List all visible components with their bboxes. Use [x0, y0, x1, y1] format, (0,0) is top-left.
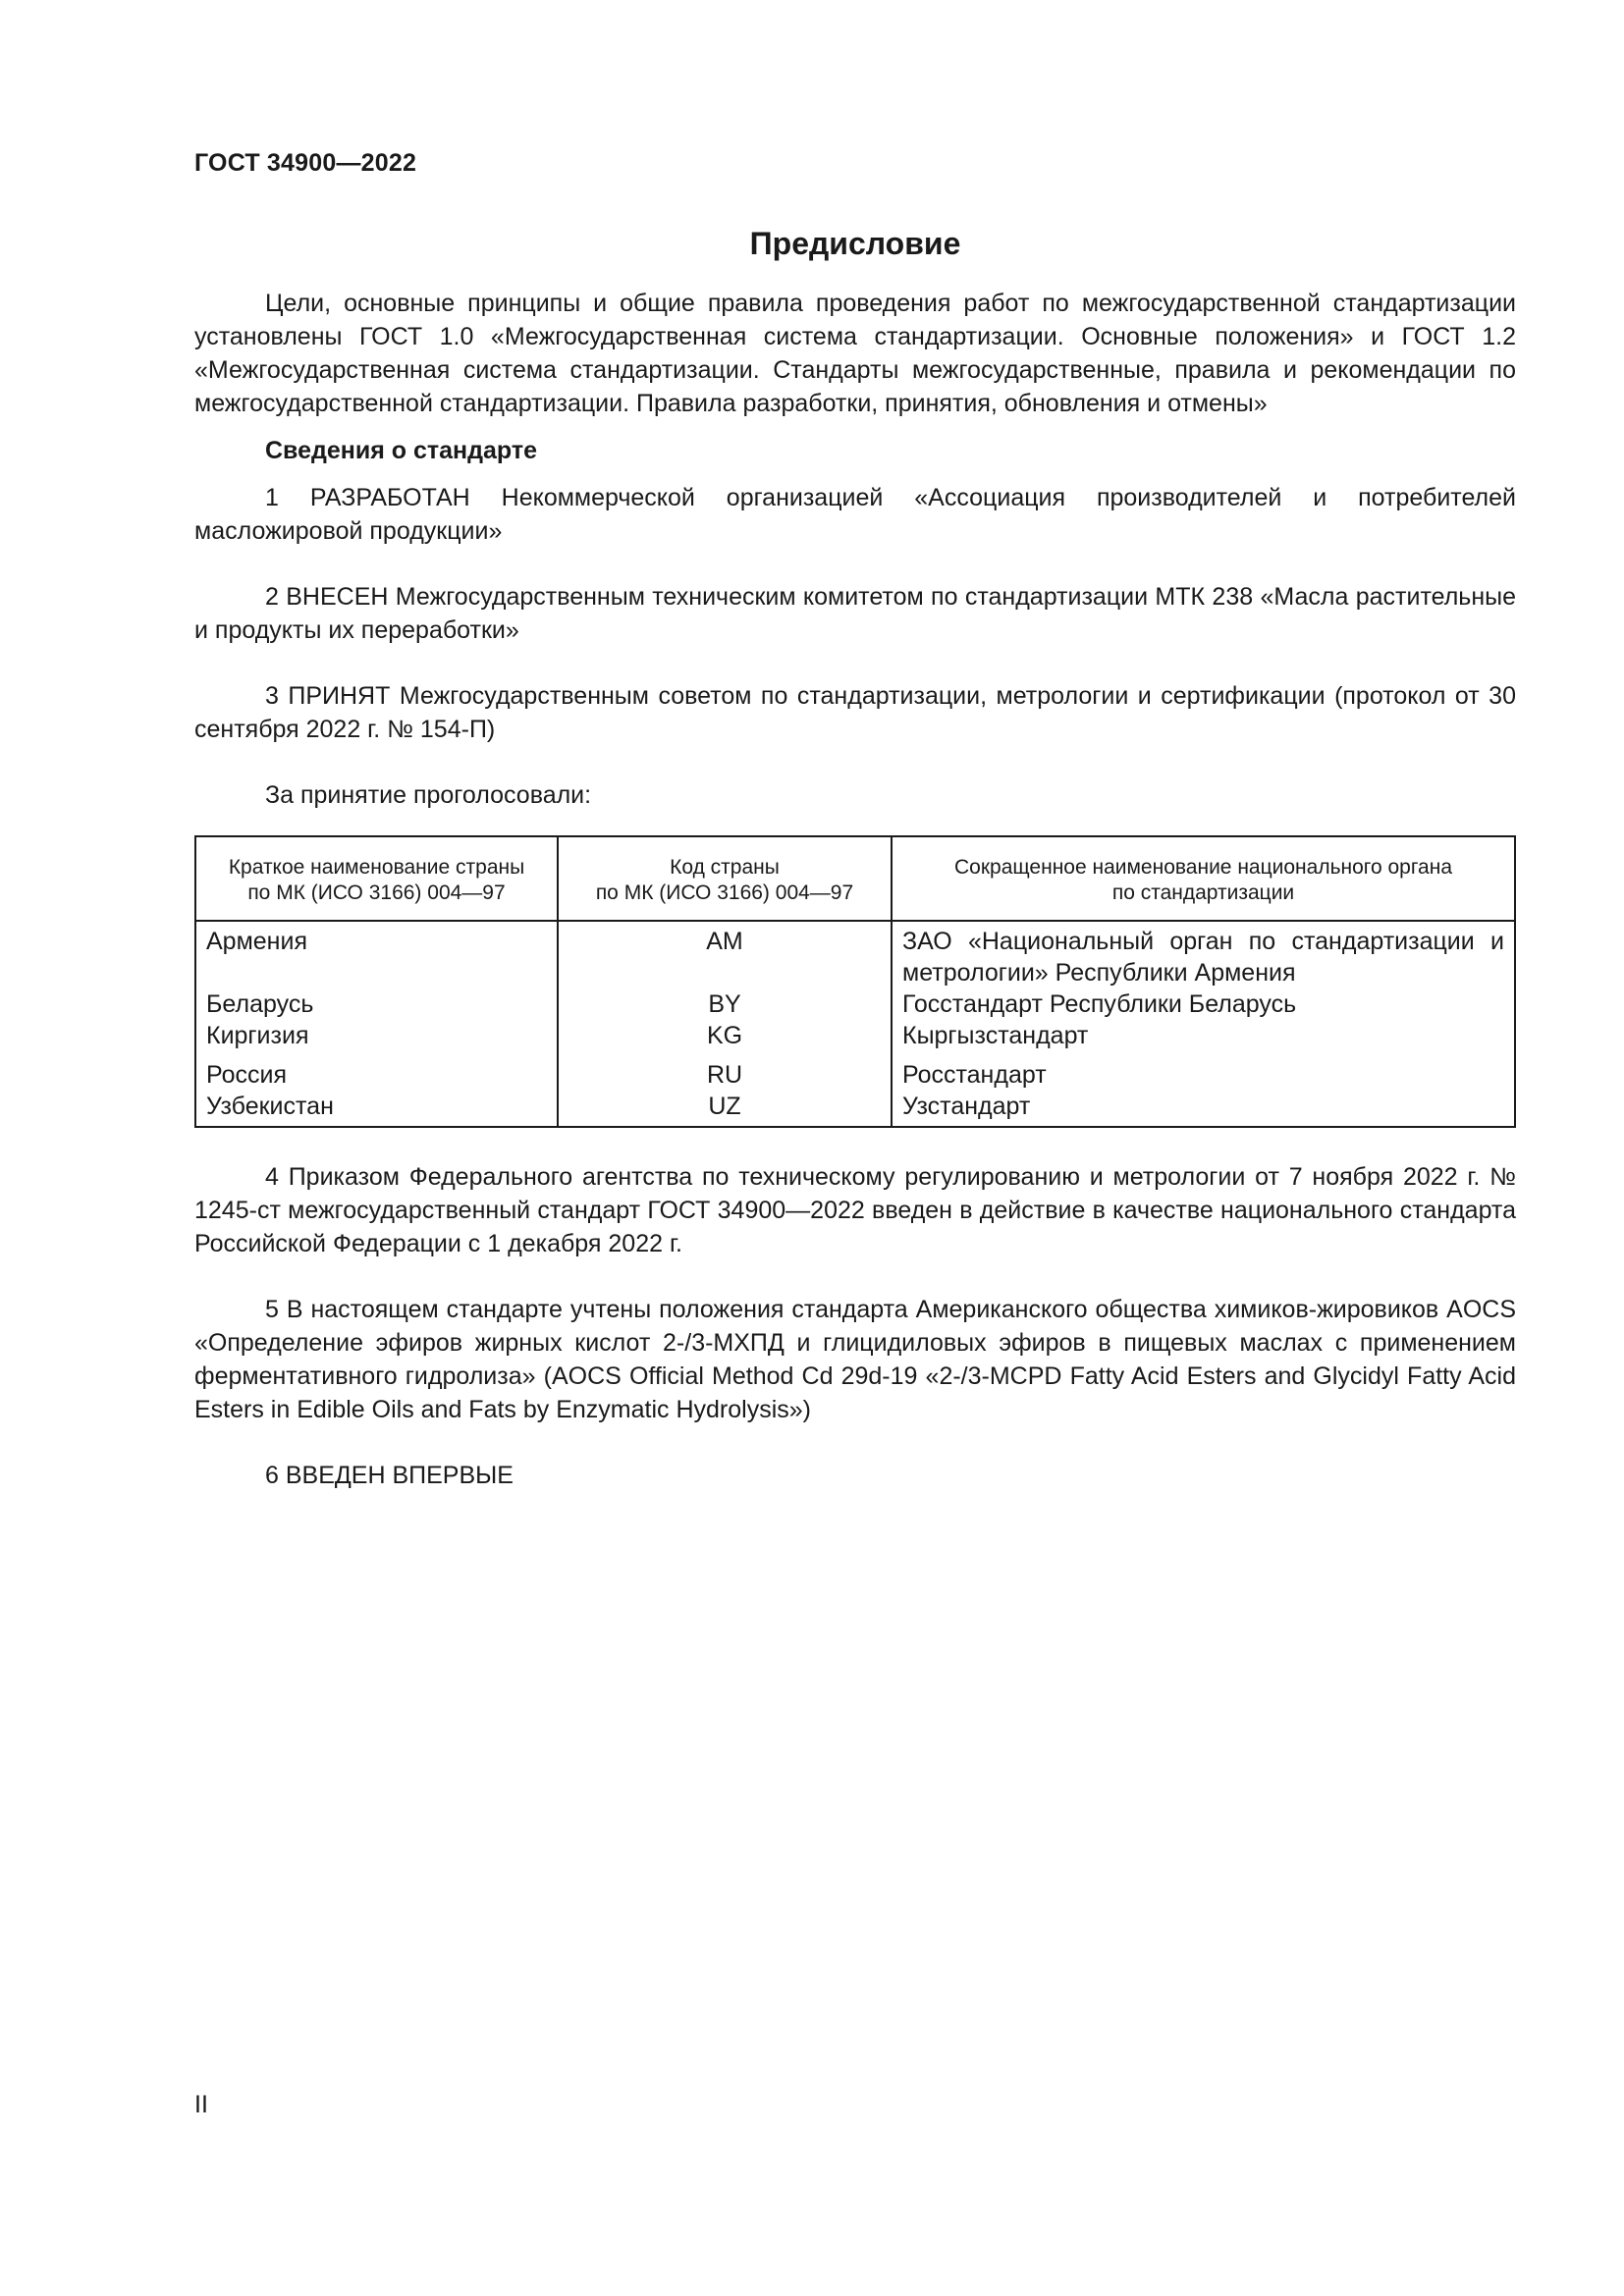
item-adopted: 3 ПРИНЯТ Межгосударственным советом по стандартизации, метрологии и сертификации (протокол от 30 сентября 2022 г. № 154-П): [194, 682, 1516, 743]
code-cell: AM: [558, 921, 892, 988]
votes-label: За принятие проголосовали:: [265, 781, 592, 809]
item-enacted: 4 Приказом Федерального агентства по техническому регулированию и метрологии от 7 ноября 2022 г. № 1245-ст межгосударственный стандарт ГОСТ 34900—2022 введен в действие в качестве национального стандарта Российской Федерации с 1 декабря 2022 г.: [194, 1163, 1516, 1257]
body-cell: ЗАО «Национальный орган по стандартизации и метрологии» Республики Армения: [892, 921, 1515, 988]
page-number: II: [194, 2091, 208, 2118]
table-row: [195, 1020, 1515, 1051]
country-cell: Беларусь: [195, 988, 558, 1020]
country-cell: Россия: [195, 1051, 558, 1091]
table-row: [195, 1051, 1515, 1091]
section-heading: Сведения о стандарте: [265, 437, 538, 464]
header-body: Сокращенное наименование национального органа по стандартизации: [892, 836, 1515, 921]
body-cell: Госстандарт Республики Беларусь: [892, 988, 1515, 1020]
body-cell: Кыргызстандарт: [892, 1020, 1515, 1051]
code-cell: BY: [558, 988, 892, 1020]
header-code: Код страны по МК (ИСО 3166) 004—97: [558, 836, 892, 921]
body-cell: Росстандарт: [892, 1051, 1515, 1091]
table-row: [195, 988, 1515, 1020]
table-row: [195, 1091, 1515, 1127]
item-first-introduced: 6 ВВЕДЕН ВПЕРВЫЕ: [265, 1462, 514, 1489]
country-cell: Узбекистан: [195, 1091, 558, 1127]
body-cell: Узстандарт: [892, 1091, 1515, 1127]
table-header-row: [195, 836, 1515, 921]
document-page: [194, 0, 1516, 2296]
code-cell: KG: [558, 1020, 892, 1051]
header-country: Краткое наименование страны по МК (ИСО 3166) 004—97: [195, 836, 558, 921]
code-cell: RU: [558, 1051, 892, 1091]
intro-paragraph: Цели, основные принципы и общие правила проведения работ по межгосударственной стандартизации установлены ГОСТ 1.0 «Межгосударственная система стандартизации. Основные положения» и ГОСТ 1.2 «Межгосударственная система стандартизации. Стандарты межгосударственные, правила и рекомендации по межгосударственной стандартизации. Правила разработки, принятия, обновления и отмены»: [194, 290, 1516, 417]
country-cell: Армения: [195, 921, 558, 988]
document-code-header: ГОСТ 34900—2022: [194, 149, 417, 177]
item-developed: 1 РАЗРАБОТАН Некоммерческой организацией «Ассоциация производителей и потребителей масложировой продукции»: [194, 484, 1516, 545]
voting-states-table: [194, 835, 1516, 1128]
item-aocs-reference: 5 В настоящем стандарте учтены положения стандарта Американского общества химиков-жировиков AOCS «Определение эфиров жирных кислот 2-/3-МХПД и глицидиловых эфиров в пищевых маслах с применением ферментативного гидролиза» (AOCS Official Method Cd 29d-19 «2-/3-MCPD Fatty Acid Esters and Glycidyl Fatty Acid Esters in Edible Oils and Fats by Enzymatic Hydrolysis»): [194, 1296, 1516, 1423]
document-content: [194, 287, 1516, 1492]
code-cell: UZ: [558, 1091, 892, 1127]
table-row: [195, 921, 1515, 988]
page-title: Предисловие: [749, 226, 961, 261]
country-cell: Киргизия: [195, 1020, 558, 1051]
item-introduced: 2 ВНЕСЕН Межгосударственным техническим комитетом по стандартизации МТК 238 «Масла растительные и продукты их переработки»: [194, 583, 1516, 644]
